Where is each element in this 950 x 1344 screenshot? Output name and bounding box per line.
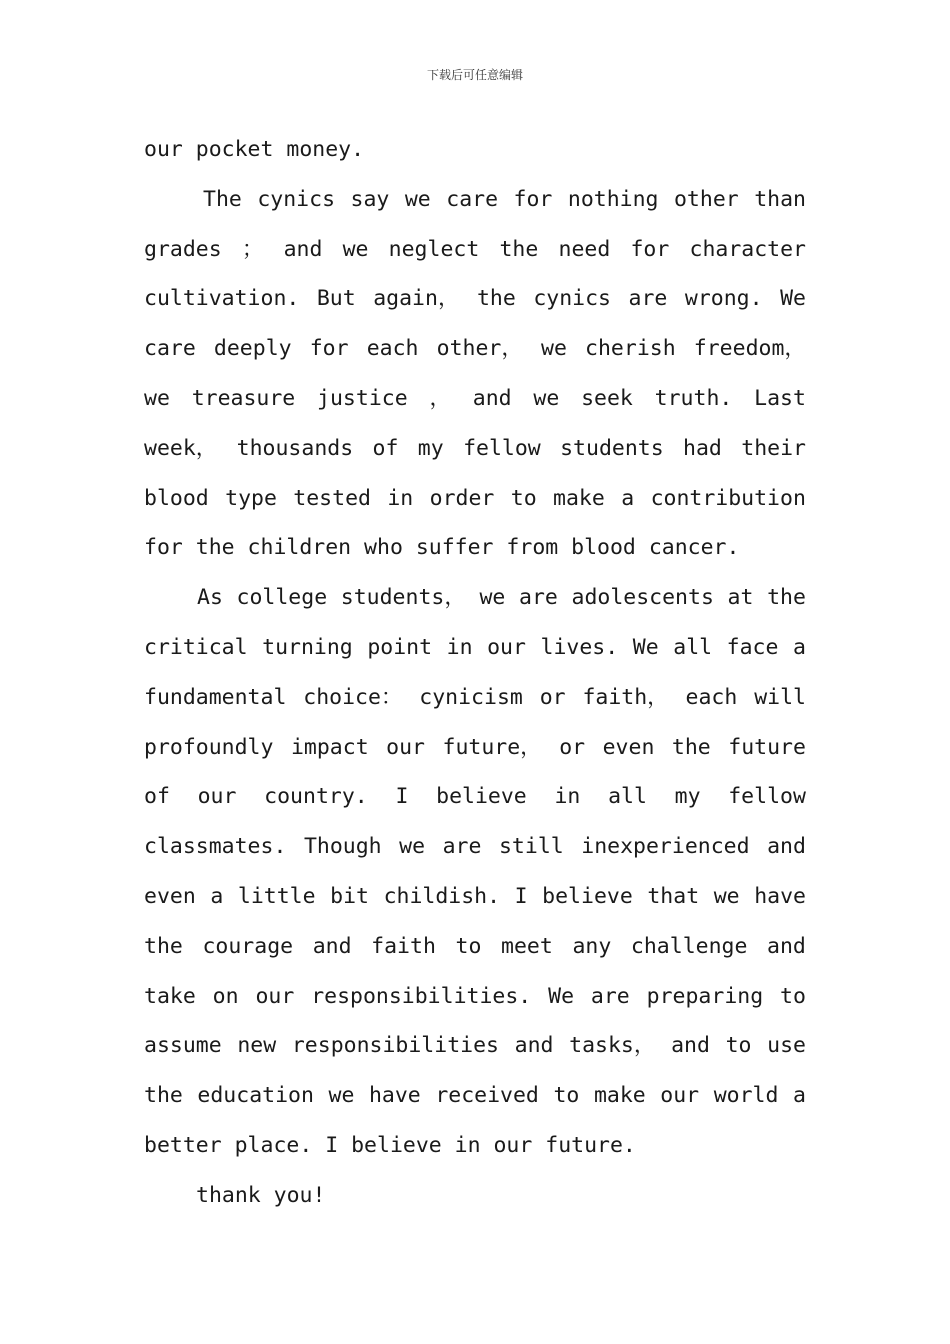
word: and: [767, 933, 806, 959]
word: other，: [436, 336, 523, 362]
word: little: [237, 883, 316, 909]
word: to: [455, 933, 482, 959]
word: tested: [293, 485, 371, 511]
word: fellow: [728, 784, 806, 810]
text-line: [144, 872, 806, 922]
text-line: [144, 673, 806, 723]
word: truth.: [654, 385, 733, 411]
word: we: [533, 385, 560, 411]
word: the: [144, 933, 183, 959]
word: in: [387, 485, 414, 511]
word: even: [144, 883, 196, 909]
word: our: [660, 1083, 700, 1109]
word: we: [399, 834, 426, 860]
word: are: [442, 834, 482, 860]
word: We: [632, 634, 659, 660]
word: a: [210, 883, 224, 909]
word: still: [498, 834, 564, 860]
word: tasks，: [569, 1033, 656, 1059]
word: fellow: [463, 435, 541, 461]
word: face: [726, 634, 779, 660]
word: my: [417, 435, 444, 461]
word: childish.: [383, 883, 501, 909]
word: profoundly: [144, 734, 274, 760]
word: turning: [262, 634, 353, 660]
word: classmates.: [144, 834, 287, 860]
word: the: [144, 1083, 183, 1109]
word: I: [514, 883, 528, 909]
text-line: [144, 374, 806, 424]
word: use: [767, 1033, 806, 1059]
word: We: [548, 983, 575, 1009]
word: care: [144, 336, 196, 362]
text-line: [144, 772, 806, 822]
word: faith: [371, 933, 436, 959]
word: in: [554, 784, 581, 810]
word: type: [225, 485, 277, 511]
word: in: [446, 634, 473, 660]
word: cynicism: [419, 684, 523, 710]
word: As: [197, 585, 223, 611]
word: are: [590, 983, 630, 1009]
text-line: [144, 225, 806, 275]
word: believe: [542, 883, 633, 909]
word: courage: [202, 933, 294, 959]
word: country.: [264, 784, 368, 810]
word: college: [236, 585, 328, 611]
word: to: [725, 1033, 752, 1059]
word: will: [754, 684, 806, 710]
text-line: for the children who suffer from blood cancer.: [144, 535, 740, 561]
word: cultivation.: [144, 286, 300, 312]
word: We: [780, 286, 806, 312]
word: future，: [442, 734, 542, 760]
word: are: [519, 585, 558, 611]
word: and: [767, 834, 806, 860]
word: or: [559, 734, 586, 760]
word: future: [728, 734, 806, 760]
word: new: [237, 1033, 277, 1059]
word: of: [372, 435, 399, 461]
word: Last: [754, 385, 806, 411]
text-line: [144, 424, 806, 474]
word: make: [553, 485, 605, 511]
word: than: [754, 186, 806, 212]
word: week，: [144, 435, 218, 461]
word: received: [435, 1083, 539, 1109]
word: thousands: [236, 435, 354, 461]
word: have: [368, 1083, 421, 1109]
word: choice：: [303, 684, 403, 710]
word: seek: [581, 385, 633, 411]
text-line: our pocket money.: [144, 137, 365, 162]
word: faith，: [582, 684, 669, 710]
word: I: [395, 784, 409, 810]
word: impact: [290, 734, 369, 760]
word: treasure: [191, 385, 296, 411]
word: care: [446, 186, 499, 212]
word: to: [510, 485, 537, 511]
word: fundamental: [144, 684, 287, 710]
word: critical: [144, 634, 248, 660]
text-line: better place. I believe in our future.: [144, 1132, 636, 1158]
word: we: [541, 336, 567, 362]
word: say: [350, 186, 390, 212]
word: their: [741, 435, 806, 461]
word: order: [429, 485, 495, 511]
word: a: [793, 634, 806, 660]
text-line: [144, 274, 806, 324]
word: need: [558, 236, 611, 262]
word: at: [727, 585, 754, 611]
word: and: [283, 236, 323, 262]
word: responsibilities.: [311, 983, 532, 1009]
word: for: [630, 236, 670, 262]
word: The: [203, 186, 242, 212]
word: ，: [429, 385, 451, 411]
word: bit: [330, 883, 369, 909]
word: we: [342, 236, 369, 262]
word: the: [476, 286, 516, 312]
word: education: [197, 1083, 314, 1109]
word: our: [487, 634, 526, 660]
word: all: [608, 784, 647, 810]
word: we: [713, 883, 740, 909]
word: make: [593, 1083, 646, 1109]
text-line: [144, 573, 806, 623]
word: wrong.: [684, 286, 763, 312]
word: character: [689, 236, 806, 262]
word: our: [386, 734, 425, 760]
word: students，: [340, 585, 466, 611]
word: that: [647, 883, 700, 909]
word: our: [197, 784, 237, 810]
page-header-note: 下载后可任意编辑: [426, 68, 523, 82]
word: my: [674, 784, 701, 810]
text-line: [144, 922, 806, 972]
word: we: [404, 186, 431, 212]
word: adolescents: [571, 585, 714, 611]
word: ；: [241, 236, 264, 262]
word: the: [671, 734, 711, 760]
word: cynics: [533, 286, 611, 312]
text-line: [144, 474, 806, 524]
word: and: [472, 385, 512, 411]
word: the: [499, 236, 539, 262]
word: had: [683, 435, 722, 461]
word: point: [367, 634, 433, 660]
word: But: [316, 286, 356, 312]
text-line: [144, 1071, 806, 1121]
text-line: [144, 972, 806, 1022]
word: preparing: [646, 983, 764, 1009]
text-line: [144, 1021, 806, 1071]
word: students: [560, 435, 664, 461]
word: Though: [303, 834, 382, 860]
word: on: [212, 983, 239, 1009]
word: for: [309, 336, 349, 362]
text-line: [144, 324, 806, 374]
word: believe: [436, 784, 527, 810]
word: for: [513, 186, 553, 212]
word: nothing: [567, 186, 659, 212]
word: challenge: [630, 933, 748, 959]
word: our: [255, 983, 295, 1009]
word: each: [685, 684, 738, 710]
word: grades: [144, 236, 222, 262]
word: cynics: [257, 186, 336, 212]
word: are: [628, 286, 668, 312]
word: or: [539, 684, 566, 710]
word: a: [621, 485, 635, 511]
word: each: [366, 336, 419, 362]
word: to: [780, 983, 806, 1009]
word: and: [514, 1033, 554, 1059]
word: we: [328, 1083, 355, 1109]
word: we: [479, 585, 506, 611]
text-line: [144, 175, 806, 225]
word: justice: [317, 385, 408, 411]
word: a: [793, 1083, 806, 1109]
word: other: [673, 186, 739, 212]
word: and: [671, 1033, 710, 1059]
document-body: [144, 125, 806, 1221]
word: neglect: [388, 236, 480, 262]
word: lives.: [540, 634, 619, 660]
word: meet: [501, 933, 553, 959]
text-line: [144, 822, 806, 872]
word: inexperienced: [581, 834, 750, 860]
word: deeply: [213, 336, 292, 362]
word: cherish: [585, 336, 676, 362]
word: we: [144, 385, 170, 411]
word: have: [754, 883, 806, 909]
word: again，: [373, 286, 460, 312]
word: take: [144, 983, 196, 1009]
text-line: [144, 623, 806, 673]
word: freedom，: [693, 336, 806, 362]
text-line: [144, 723, 806, 773]
word: even: [602, 734, 655, 760]
word: all: [673, 634, 713, 660]
word: contribution: [650, 485, 806, 511]
word: the: [767, 585, 806, 611]
word: to: [553, 1083, 580, 1109]
word: responsibilities: [291, 1033, 499, 1059]
word: any: [572, 933, 612, 959]
text-line: thank you!: [196, 1182, 326, 1208]
word: world: [713, 1083, 779, 1109]
word: and: [312, 933, 352, 959]
word: of: [144, 784, 170, 810]
word: assume: [144, 1033, 222, 1059]
word: blood: [144, 485, 209, 511]
